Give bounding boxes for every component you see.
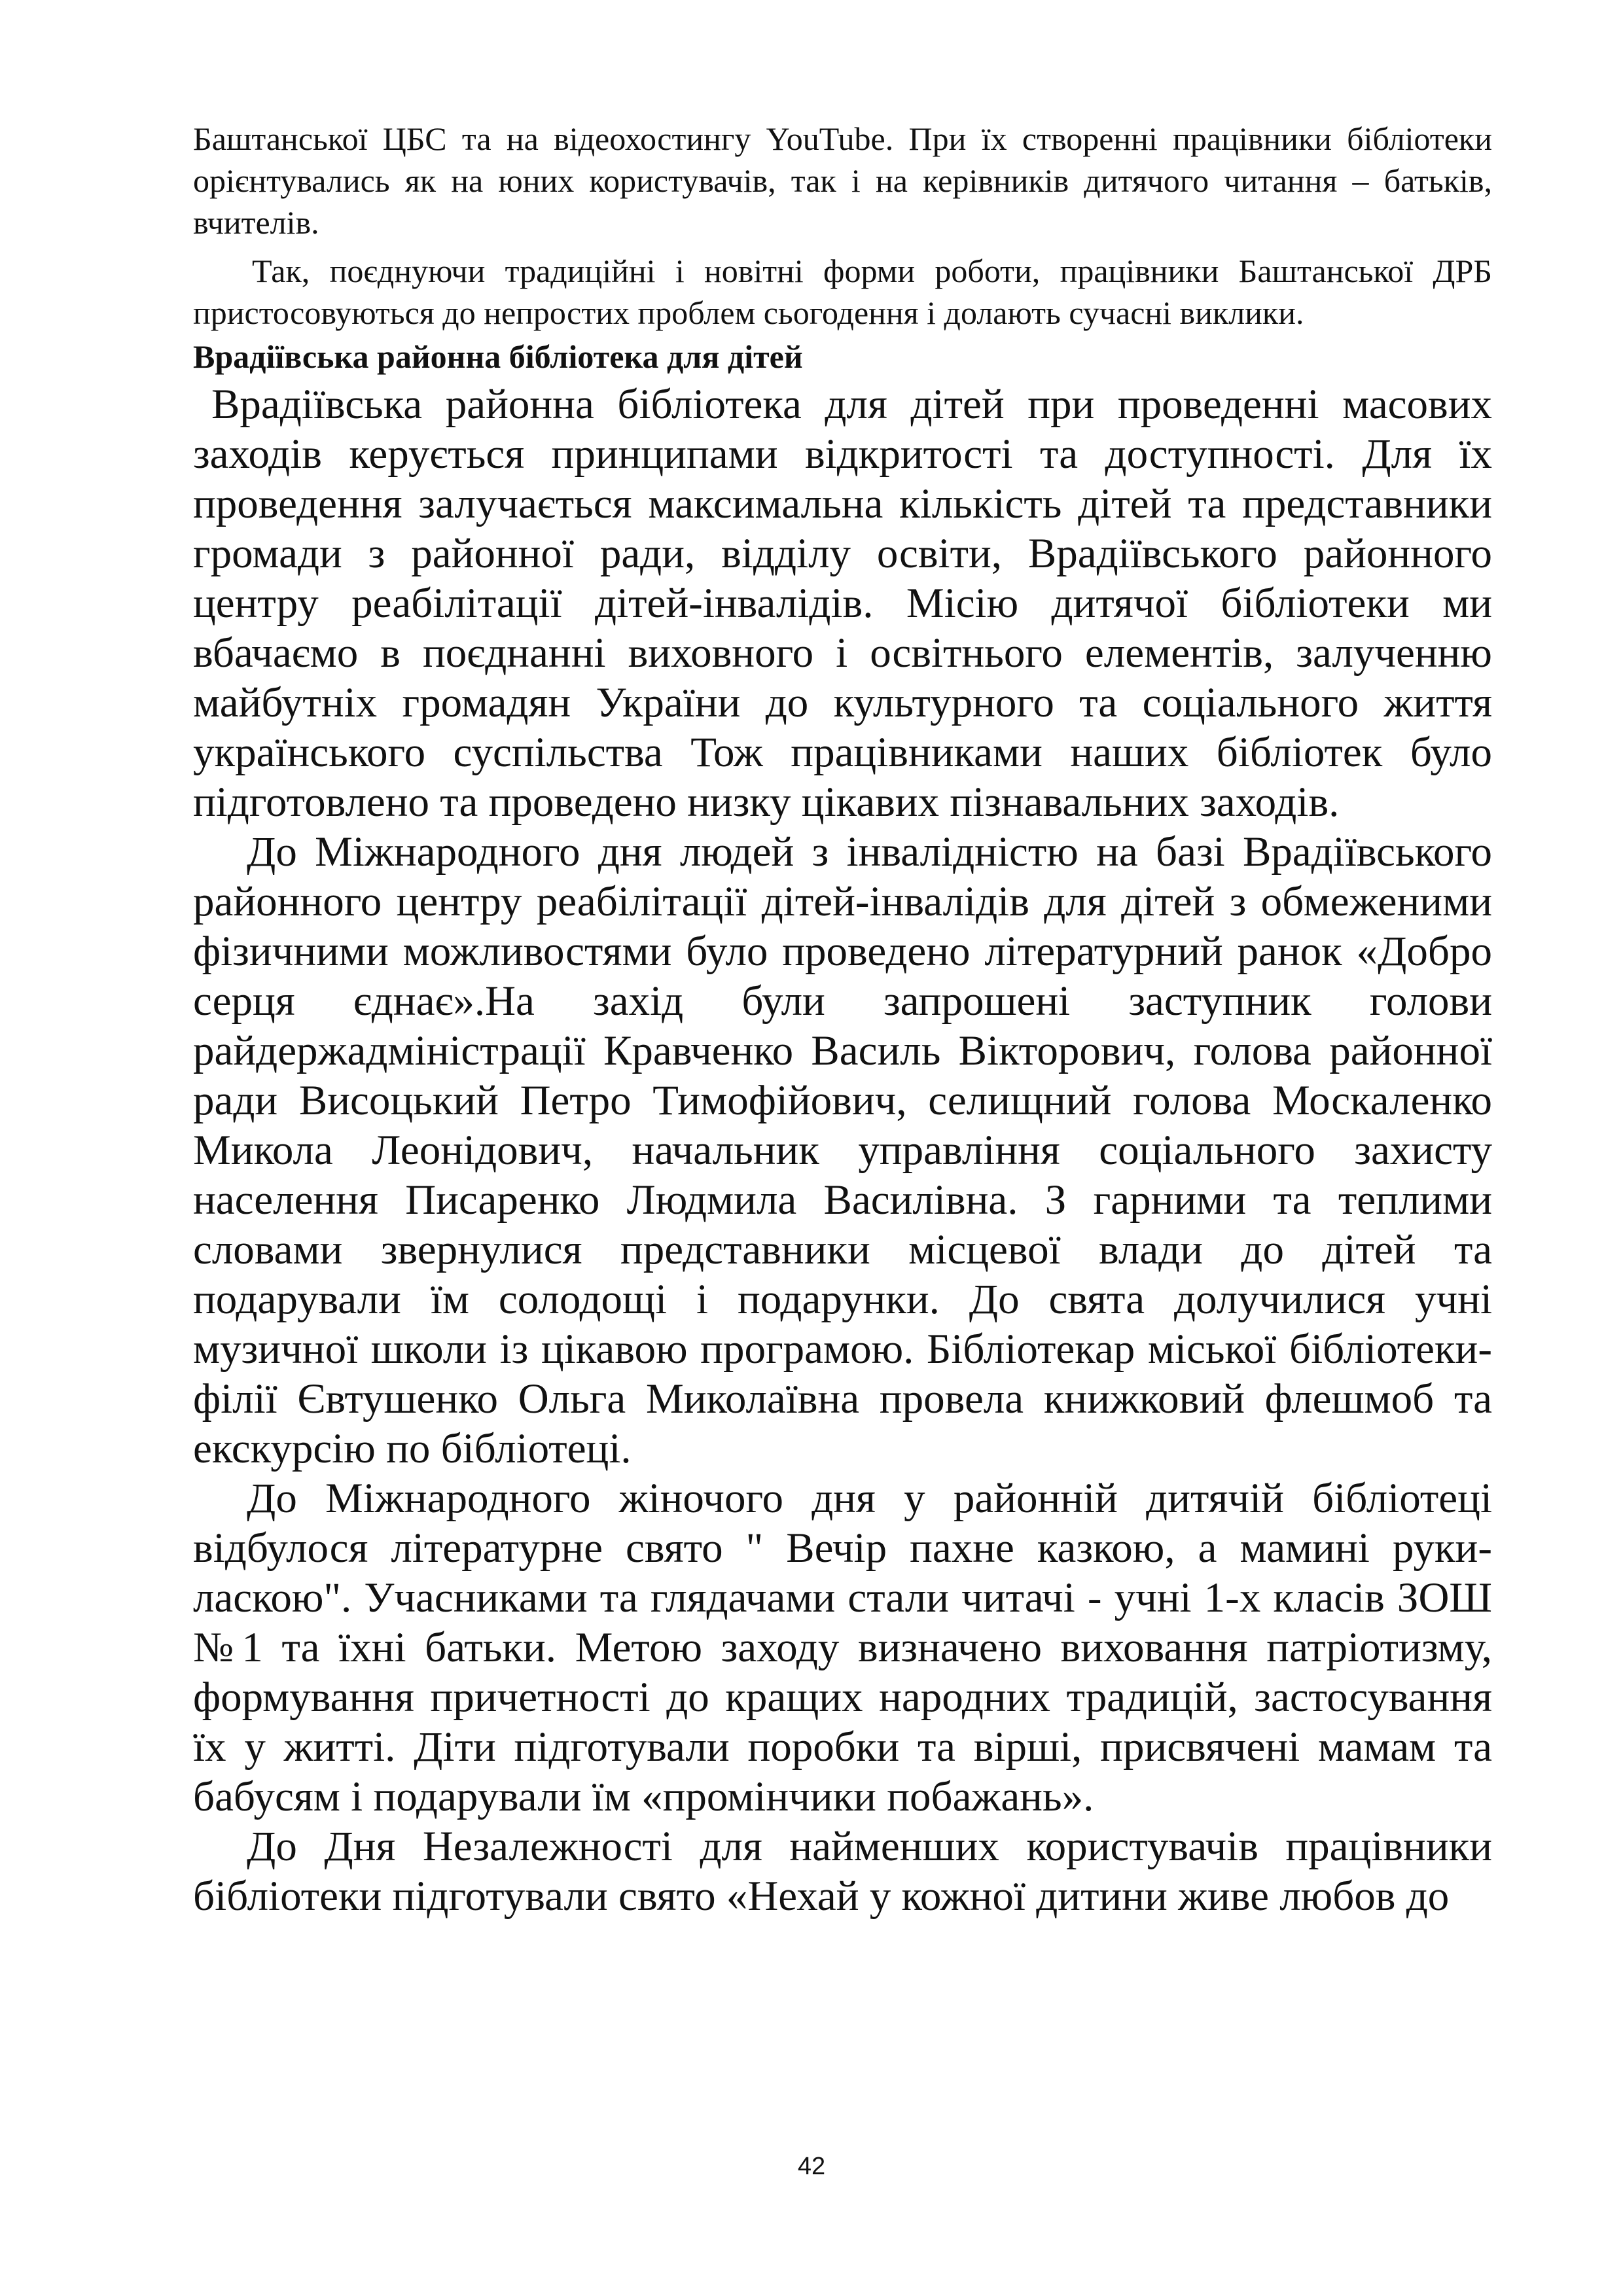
page-number: 42 <box>797 2153 826 2180</box>
main-paragraph-2: До Міжнародного дня людей з інвалідністю на базі Врадіївського районного центру реабілітації дітей-інвалідів для дітей з обмеженими фізичними можливостями було проведено літературний ранок «Добро серця єднає».На захід були запрошені заступник голови райдержадміністрації Кравченко Василь Вікторович, голова районної ради Висоцький Петро Тимофійович, селищний голова Москаленко Микола Леонідович, начальник управління соціального захисту населення Писаренко Людмила Василівна. З гарними та теплими словами звернулися представники місцевої влади до дітей та подарували їм солодощі і подарунки. До свята долучилися учні музичної школи із цікавою програмою. Бібліотекар міської бібліотеки- філії Євтушенко Ольга Миколаївна провела книжковий флешмоб та екскурсію по бібліотеці. <box>193 828 1492 1472</box>
document-page <box>193 118 1492 1921</box>
main-paragraph-1: Врадіївська районна бібліотека для дітей при проведенні масових заходів керується принципами відкритості та доступності. Для їх проведення залучається максимальна кількість дітей та представники громади з районної ради, відділу освіти, Врадіївського районного центру реабілітації дітей-інвалідів. Місію дитячої бібліотеки ми вбачаємо в поєднанні виховного і освітнього елементів, залученню майбутніх громадян України до культурного та соціального життя українського суспільства Тож працівниками наших бібліотек було підготовлено та проведено низку цікавих пізнавальних заходів. <box>193 381 1492 826</box>
main-paragraph-4: До Дня Незалежності для найменших користувачів працівники бібліотеки підготували свято «Нехай у кожної дитини живе любов до <box>193 1823 1492 1920</box>
main-paragraph-3: До Міжнародного жіночого дня у районній дитячій бібліотеці відбулося літературне свято " Вечір пахне казкою, а мамині руки- ласкою". Учасниками та глядачами стали читачі - учні 1-х класів ЗОШ №1 та їхні батьки. Метою заходу визначено виховання патріотизму, формування причетності до кращих народних традицій, застосування їх у житті. Діти підготували поробки та вірші, присвячені мамам та бабусям і подарували їм «промінчики побажань». <box>193 1475 1492 1820</box>
intro-paragraph-2: Так, поєднуючи традиційні і новітні форми роботи, працівники Баштанської ДРБ пристосовуються до непростих проблем сьогодення і долають сучасні виклики. <box>193 253 1492 331</box>
section-heading: Врадіївська районна бібліотека для дітей <box>193 338 803 375</box>
intro-paragraph-1: Баштанської ЦБС та на відеохостингу YouTube. При їх створенні працівники бібліотеки орієнтувались як на юних користувачів, так і на керівників дитячого читання – батьків, вчителів. <box>193 120 1492 241</box>
